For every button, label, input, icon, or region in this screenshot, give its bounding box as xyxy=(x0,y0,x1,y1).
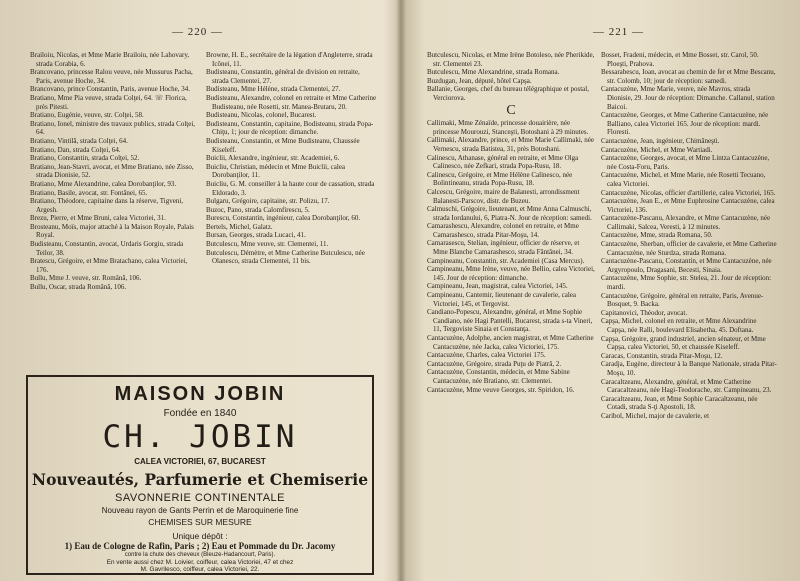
directory-entry: Butculescu, Mme Alexandrine, strada Romana. xyxy=(427,68,560,77)
directory-entry: Bratiano, Mme Pia veuve, strada Colţei, 64. ☏ Florica, près Pitesti. xyxy=(30,93,187,111)
directory-entry: Cantacuzène, Jean E., et Mme Euphrosine Cantacuzène, calea Victoriei, 136. xyxy=(601,197,775,214)
directory-entry: Cantacuzène, Charles, calea Victoriei 175. xyxy=(427,351,546,360)
ad-founded: Fondée en 1840 xyxy=(163,408,237,419)
ad-address: CALEA VICTORIEI, 67, BUCAREST xyxy=(134,457,266,466)
directory-entries-c xyxy=(427,119,595,394)
directory-entry: Bullu, Mme J. veuve, str. Română, 106. xyxy=(30,274,142,283)
directory-entry: Caribol, Michel, major de cavalerie, et xyxy=(601,411,710,420)
directory-column-right-1 xyxy=(427,51,595,394)
directory-entry: Bratiano, Basile, avocat, str. Fontânei, 65. xyxy=(30,188,148,197)
directory-entry: Cantacuzène, Nicolas, officier d'artillerie, calea Victoriei, 165. xyxy=(601,188,776,197)
directory-entry: Budisteanu, Constantin, capitaine, Bodisteanu, strada Popa-Chiţu, 1; jour de réception: dimanche. xyxy=(206,119,374,137)
directory-entry: Campineanu, Jean, magistrat, calea Victoriei, 145. xyxy=(427,282,568,291)
directory-entry: Budisteanu, Alexandre, colonel en retraite et Mme Catherine Budisteanu, née Rosetti, str. Manea-Brutaru, 20. xyxy=(206,93,377,111)
directory-entry: Cantacuzène, Mme Sophie, str. Stelea, 21. Jour de réception: mardi. xyxy=(601,274,772,292)
directory-entry: Buicliu, Christian, médecin et Mme Buiclii, calea Dorobanţilor, 11. xyxy=(206,162,345,180)
ad-specialties: Nouveautés, Parfumerie et Chemiserie xyxy=(31,470,369,489)
directory-entry: Caradja, Eugène, directeur à la Banque Nationale, strada Pitar-Moşu, 10. xyxy=(601,360,777,377)
directory-entry: Calinescu, Athanase, général en retraite, et Mme Olga Calinesco, née Zefkari, strada Popa-Rusu, 18. xyxy=(427,153,579,171)
directory-entry: Cantacuzène, Sherban, officier de cavalerie, et Mme Catherine Cantacuzène, née Sturdza, strada Romana. xyxy=(601,240,777,257)
directory-entry: Bulgaru, Grégoire, capitaine, str. Polizu, 17. xyxy=(206,197,330,206)
ad-products: 1) Eau de Cologne de Rafin, Paris ; 2) Eau et Pommade du Dr. Jacomy xyxy=(64,541,336,551)
directory-entry: Calmuschi, Grégoire, lieutenant, et Mme Anna Calmuschi, strada Iordanului, 6, Piatra-N. Jour de réception: samedi. xyxy=(427,205,592,222)
directory-entry: Cantacuzène, Michel, et Mme Marie, née Rosetti Tecuano, calea Victoriei. xyxy=(601,171,766,188)
directory-entry: Cantacuzène, Grégoire, strada Puţu de Piatră, 2. xyxy=(427,359,562,368)
directory-entry: Budisteanu, Nicolas, colonel, Bucarest. xyxy=(206,111,317,120)
directory-entry: Buzoc, Pano, strada Calomfirescu, 5. xyxy=(206,205,310,214)
directory-entry: Brailoiu, Nicolas, et Mme Marie Brailoiu, née Lahovary, strada Corabia, 6. xyxy=(30,51,190,68)
ad-products-note: contre la chute des cheveux (Bleuze-Hadancourt, Paris). xyxy=(124,552,276,558)
directory-entry: Brancovano, prince Constantin, Paris, avenue Hoche, 34. xyxy=(30,85,190,94)
directory-entry: Brezu, Pierre, et Mme Bruni, calea Victoriei, 31. xyxy=(30,214,166,223)
directory-entry: Capitanovici, Théodor, avocat. xyxy=(601,308,688,317)
directory-entry: Bullu, Oscar, strada Română, 106. xyxy=(30,283,127,292)
directory-entry: Browne, H. E., secrétaire de la légation d'Angleterre, strada Icônei, 11. xyxy=(206,51,373,68)
page-number-left: — 220 — xyxy=(172,26,223,38)
directory-entry: Caracaltzeanu, Alexandre, général, et Mme Catherine Caracaltzeanu, née Hagi-Teodorache, str. Campineanu, 23. xyxy=(601,377,772,395)
directory-entry: Bertels, Michel, Galatz. xyxy=(206,222,273,231)
directory-entry: Caracas, Constantin, strada Pitar-Moşu, 12. xyxy=(601,351,723,360)
directory-entry: Camarasescu, Stelian, ingénieur, officier de réserve, et Mme Blanche Camarashesco, strada Fântânei, 34. xyxy=(427,239,580,257)
directory-entry: Capşa, Grégoire, grand industriel, ancien sénateur, et Mme Capşa, calea Victoriei, 50, et chaussée Kiseleff. xyxy=(601,334,766,352)
ad-also-sold-1: En vente aussi chez M. Loivier, coiffeur, calea Victoriei, 47 et chez xyxy=(106,559,294,566)
directory-column-left-1 xyxy=(30,51,198,292)
directory-entry: Campineanu, Mme Irène, veuve, née Bellio, calea Victoriei, 145. Jour de réception: dimanche. xyxy=(427,265,595,282)
directory-entry: Cantacuzène, Constantin, médecin, et Mme Sabine Cantacuzène, née Bratiano, str. Clementei. xyxy=(427,368,570,385)
directory-entry: Bratiano, Jean-Stavri, avocat, et Mme Bratiano, née Zisso, strada Dionisie, 52. xyxy=(30,162,194,180)
advertisement-maison-jobin xyxy=(26,375,374,575)
directory-entry: Cantacuzène, Grégoire, général en retraite, Paris, Avenue-Bosquet, 9. Backa. xyxy=(601,291,764,309)
ad-new-department: Nouveau rayon de Gants Perrin et de Maroquinerie fine xyxy=(101,506,299,515)
ad-also-sold-2: M. Gavrilesco, coiffeur, calea Victoriei, 22. xyxy=(140,566,260,573)
directory-entry: Calcescu, Grégoire, maire de Balanesti, arrondissment Balanesti-Parscov, distr. de Buzeu. xyxy=(427,187,580,205)
directory-entry: Bratiano, Théodore, capitaine dans la réserve, Tigveni, Argesh. xyxy=(30,197,184,214)
directory-entry: Candiano-Popescu, Alexandre, général, et Mme Sophie Candiano, née Hagi Pantelli, Bucarest, strada s-ta Vineri, 11, Tergoviste Sinaia et Constanţa. xyxy=(427,308,593,334)
directory-entry: Cantacuzène-Pascanu, Constantin, et Mme Cantacuzène, née Argyropoulo, Dragasani, Becesti, Sinaia. xyxy=(601,257,772,274)
directory-entry: Bessarabescu, Ioan, avocat au chemin de fer et Mme Bescanu, str. Colomb, 10; jour de réception: samedi. xyxy=(601,68,776,85)
directory-entry: Caracaltzeanu, Jean, et Mme Sophie Caracaltzeanu, née Cotadi, strada S-ţi Apostoli, 18. xyxy=(601,394,758,412)
directory-entry: Budisteanu, Constantin, avocat, Urdaris Gorgiu, strada Teilor, 38. xyxy=(30,240,184,257)
directory-entry: Cantacuzène, Mme veuve Georges, str. Spiridon, 16. xyxy=(427,385,575,394)
directory-entry: Cantacuzène-Pascanu, Alexandre, et Mme Cantacuzène, née Callimaki, Salcea, Veresti, à 12 minutes. xyxy=(601,214,771,231)
ad-house-name: MAISON JOBIN xyxy=(114,383,286,405)
directory-entry: Bosset, Fradeni, médecin, et Mme Bosset, str. Carol, 50. Ploeşti, Prahova. xyxy=(601,51,759,68)
directory-column-right-2 xyxy=(601,51,777,421)
page-number-right: — 221 — xyxy=(593,26,644,38)
directory-entry: Cantacuzène, Georges, et Mme Catherine Cantacuzène, née Balliano, calea Victoriei 165. Jour de réception: mardi. Floresti. xyxy=(601,111,769,137)
directory-entry: Cantacuzène, Georges, avocat, et Mme Lintza Cantacuzène, née Costa-Foru, Paris. xyxy=(601,154,770,171)
directory-entry: Bratiano, Constantin, strada Colţei, 52. xyxy=(30,154,140,163)
directory-entry: Butculescu, Démètre, et Mme Catherine Butculescu, née Olanesco, strada Clementei, 11 bis. xyxy=(206,248,365,266)
ad-depot-heading: Unique dépôt : xyxy=(172,531,228,541)
directory-column-left-2 xyxy=(206,51,378,266)
ad-proprietor: CH. JOBIN xyxy=(102,419,298,455)
directory-entry: Budisteanu, Constantin, et Mme Budisteanu, Chaussée Kiseleff. xyxy=(206,136,360,154)
directory-entry: Calinescu, Grégoire, et Mme Hélène Calinesco, née Bolintineanu, strada Popa-Rusu, 18. xyxy=(427,170,573,188)
ad-savonnerie: SAVONNERIE CONTINENTALE xyxy=(114,492,285,504)
ad-shirts: CHEMISES SUR MESURE xyxy=(148,517,252,527)
directory-entry: Buiclii, Alexandre, ingénieur, str. Academiei, 6. xyxy=(206,154,340,163)
directory-entry: Capşa, Michel, colonel en retraite, et Mme Alexandrine Capşa, née Ralli, boulevard Elisabetha, 45. Doftana. xyxy=(601,317,757,334)
directory-entry: Camarashescu, Alexandre, colonel en retraite, et Mme Camarashesco, strada Pitar-Moşu, 14. xyxy=(427,222,579,239)
right-page xyxy=(403,0,800,581)
directory-entry: Brosteanu, Moïs, major attaché à la Maison Royale, Palais Royal. xyxy=(30,222,194,240)
directory-entry: Bratiano, Dan, strada Colţei, 64. xyxy=(30,145,121,154)
directory-entry: Campineanu, Constantin, str. Academiei (Casa Mercus). xyxy=(427,256,585,265)
directory-entry: Brancovano, princesse Ralou veuve, née Mussurus Pacha, Paris, avenue Hoche, 34. xyxy=(30,68,193,85)
directory-entry: Bratiano, Mme Alexandrine, calea Dorobanţilor, 93. xyxy=(30,179,177,188)
directory-entry: Campineanu, Cantemir, lieutenant de cavalerie, calea Victoriei, 145, et Tergovist. xyxy=(427,291,576,308)
directory-entry: Callimaki, Mme Zénaïde, princesse douairière, née princesse Mourouzi, Stanceşti, Botoshani à 29 minutes. xyxy=(427,119,589,136)
directory-entry: Butculescu, Mme veuve, str. Clementei, 11. xyxy=(206,240,329,249)
directory-entry: Budisteanu, Constantin, général de division en retraite, strada Clementei, 27. xyxy=(206,68,360,85)
directory-entry: Cantacuzène, Adolphe, ancien magistrat, et Mme Catherine Cantacuzène, née Jacka, calea Victoriei, 175. xyxy=(427,334,594,351)
directory-entry: Bratiano, Vintilă, strada Colţei, 64. xyxy=(30,136,128,145)
directory-entry: Bratescu, Grégoire, et Mme Bratachano, calea Victoriei, 176. xyxy=(30,257,188,274)
directory-entry: Burescu, Constantin, ingénieur, calea Dorobanţilor, 60. xyxy=(206,214,361,223)
directory-entry: Butculescu, Nicolas, et Mme Irène Botoleso, née Pherikide, str. Clementei 23. xyxy=(427,51,595,68)
section-letter: C xyxy=(506,102,516,118)
directory-entries-b xyxy=(427,51,595,103)
directory-entry: Buzdugan, Jean, député, hôtel Capşa. xyxy=(427,76,532,85)
directory-entry: Bratiano, Ionel, ministre des travaux publics, strada Colţei, 64. xyxy=(30,119,196,137)
directory-entry: Buicliu, G. M. conseiller à la haute cour de cassation, strada Eldorado, 3. xyxy=(206,179,375,197)
directory-entry: Cantacuzène, Jean, ingénieur, Chimăneşti. xyxy=(601,136,720,145)
directory-entry: Bratiano, Eugénie, veuve, str. Colţei, 58. xyxy=(30,111,144,120)
directory-entry: Bursan, Georges, strada Lucaci, 41. xyxy=(206,231,306,240)
directory-entry: Callimaki, Alexandre, prince, et Mme Marie Callimaki, née Vernescu, strada Batistea, 31, près Botoshani. xyxy=(427,136,594,153)
directory-entry: Ballanie, Georges, chef du bureau télégraphique et postal, Verciorova. xyxy=(427,85,589,102)
directory-entry: Cantacuzène, Michel, et Mme Wartiadi. xyxy=(601,145,713,154)
directory-entry: Cantacuzène, Mme, strada Romana, 50. xyxy=(601,231,713,240)
directory-entry: Cantacuzène, Mme Marie, veuve, née Mavros, strada Dionisie, 29. Jour de réception: Dimanche. Callanul, station Baicoi. xyxy=(601,85,775,111)
directory-entry: Budisteanu, Mme Hélène, strada Clementei, 27. xyxy=(206,85,341,94)
